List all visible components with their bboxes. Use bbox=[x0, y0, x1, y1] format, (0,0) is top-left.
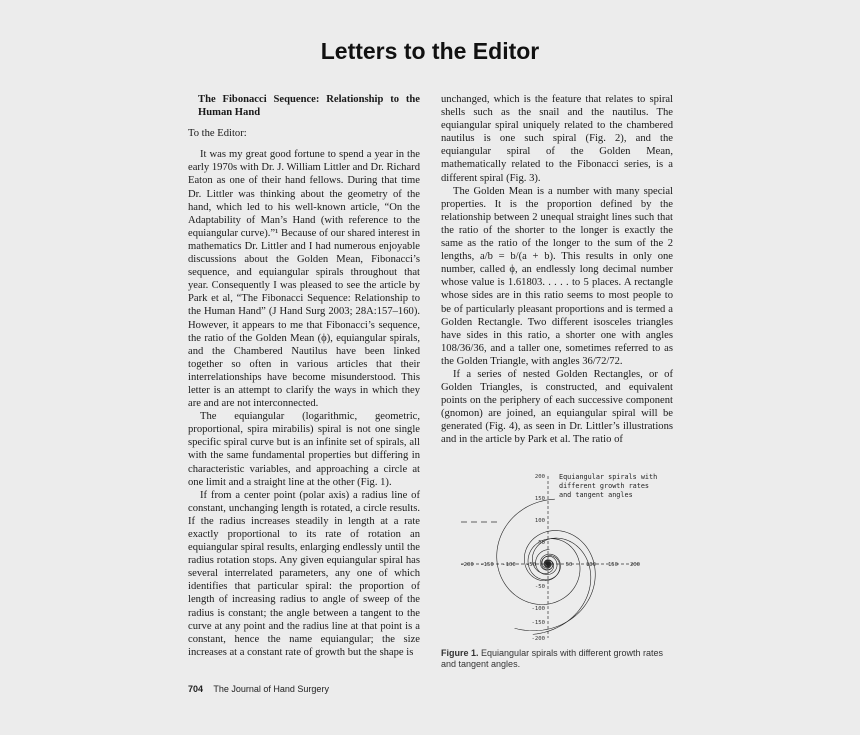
paragraph: The Golden Mean is a number with many special properties. It is the proportion defined by the relationship between 2 unequal straight lines such that the ratio of the shorter to the longer is exactly the same as the ratio of the longer to the sum of the 2 lengths, a/b = b/(a + b). This results in only one number, called ϕ, an endlessly long decimal number whose value is 1.61803. . . . . to 5 places. A rectangle whose sides are in this ratio seems to most people to be of particularly pleasant proportions and is termed a Golden Rectangle. Two different isosceles triangles have sides in this ratio, a shorter one with angles 108/36/36, and a taller one, sometimes referred to as the Golden Triangle, with angles 36/72/72. bbox=[441, 185, 673, 367]
figure-y-ticks bbox=[532, 474, 545, 642]
legend-line: different growth rates bbox=[559, 482, 650, 490]
y-tick-label: -100 bbox=[531, 606, 545, 612]
paragraph: If from a center point (polar axis) a radius line of constant, unchanging length is rotated, a circle results. If the radius increases steadily in length at a rate exactly proportional to its rate of rotation an equiangular spiral results, enlarging endlessly until the radius rotation stops. Any given equiangular spiral has several interrelated parameters, any one of which identifies that particular spiral: the proportion of length of increasing radius to angle of sweep of the radius is constant; the angle between a tangent to the curve at any point and the radius line at that point is a constant, hence the name equiangular; the size increases at a constant rate of growth but the shape is bbox=[188, 489, 420, 658]
x-tick-label: 50 bbox=[565, 562, 573, 568]
x-tick-label: 150 bbox=[607, 562, 619, 568]
page-footer bbox=[188, 684, 329, 694]
spiral-figure bbox=[441, 462, 673, 642]
legend-line: and tangent angles bbox=[559, 491, 633, 499]
page-title: Letters to the Editor bbox=[320, 38, 540, 64]
x-tick-label: -150 bbox=[480, 562, 494, 568]
journal-name: The Journal of Hand Surgery bbox=[213, 684, 329, 694]
left-column bbox=[188, 93, 420, 659]
y-tick-label: 200 bbox=[534, 474, 545, 480]
x-tick-label: 100 bbox=[585, 562, 597, 568]
page-number: 704 bbox=[188, 684, 204, 694]
legend-line: Equiangular spirals with bbox=[559, 473, 658, 481]
x-tick-label: -100 bbox=[502, 562, 516, 568]
paragraph: If a series of nested Golden Rectangles, or of Golden Triangles, is constructed, and equivalent points on the periphery of each successive component (gnomon) are joined, an equiangular spiral will be generated (Fig. 4), as seen in Dr. Littler’s illustrations and in the article by Park et al. The ratio of bbox=[441, 368, 673, 446]
paragraph: It was my great good fortune to spend a year in the early 1970s with Dr. J. William Littler and Dr. Richard Eaton as one of their hand fellows. During that time Dr. Littler was thinking about the geometry of the hand, which led to his well-known article, “On the Adaptability of Man’s Hand (with reference to the equiangular curve).”¹ Because of our shared interest in mathematics Dr. Littler and I had numerous enjoyable discussions about the Golden Mean, Fibonacci’s sequence, and equiangular spirals throughout that year. Consequently I was pleased to see the article by Park et al, “The Fibonacci Sequence: Relationship to the Human Hand” (J Hand Surg 2003; 28A:157–160). However, it appears to me that Fibonacci’s sequence, the ratio of the Golden Mean (ϕ), equiangular spirals, and the Chambered Nautilus have been linked together so often in various articles that their interrelationships have become misunderstood. This letter is an attempt to clarify the ways in which they are and are not interconnected. bbox=[188, 149, 420, 410]
right-column bbox=[441, 93, 673, 447]
salutation: To the Editor: bbox=[188, 128, 247, 140]
caption-text: Equiangular spirals with different growth rates and tangent angles. bbox=[441, 648, 663, 669]
letter-heading: The Fibonacci Sequence: Relationship to the Human Hand bbox=[198, 94, 420, 119]
y-tick-label: -200 bbox=[531, 636, 545, 642]
x-tick-label: -50 bbox=[525, 562, 537, 568]
caption-label: Figure 1. bbox=[441, 648, 479, 658]
y-tick-label: 100 bbox=[534, 518, 545, 524]
figure-axes bbox=[461, 476, 641, 638]
figure-1 bbox=[441, 462, 673, 642]
y-tick-label: -50 bbox=[534, 584, 545, 590]
paragraph: The equiangular (logarithmic, geometric, proportional, spira mirabilis) spiral is not one single specific spiral curve but is an infinite set of spirals, all with the same fundamental properties but differing in characteristic variables, and approaching a circle at one limit and a straight line at the other (Fig. 1). bbox=[188, 411, 420, 488]
spiral-curve-4 bbox=[515, 531, 596, 631]
y-tick-label: 50 bbox=[538, 540, 545, 546]
y-tick-label: 150 bbox=[534, 496, 545, 502]
figure-caption bbox=[441, 648, 673, 670]
figure-legend bbox=[559, 473, 657, 499]
y-tick-label: -150 bbox=[531, 620, 545, 626]
x-tick-label: 200 bbox=[629, 562, 641, 568]
x-tick-label: -200 bbox=[460, 562, 474, 568]
paragraph-continuation: unchanged, which is the feature that relates to spiral shells such as the snail and the nautilus. The equiangular spiral uniquely related to the chambered nautilus is one such spiral (Fig. 2), and the equiangular spiral of the Golden Mean, mathematically related to the Fibonacci series, is a different spiral (Fig. 3). bbox=[441, 94, 673, 184]
